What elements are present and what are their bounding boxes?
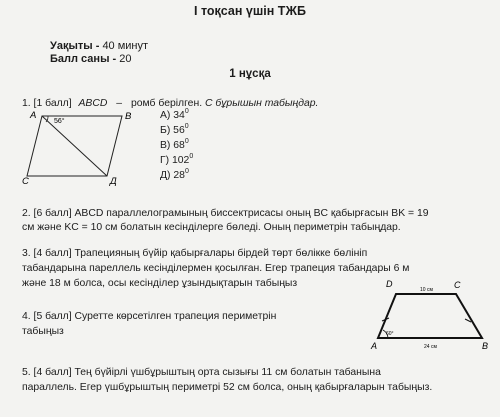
rhombus-diagonal — [42, 116, 107, 176]
q1-option-c: В) $68^0$ — [160, 138, 189, 151]
q4-line-1: 4. [5 балл] Суретте көрсетілген трапеция периметрін — [22, 311, 277, 322]
q4-line-2: табыңыз — [22, 326, 64, 337]
bottom-base-length: 24 см — [424, 344, 437, 350]
q1-option-a: А) $34^0$ — [160, 108, 189, 121]
vertex-b-label: B — [482, 341, 489, 351]
q3-line-1: 3. [4 балл] Трапецияның бүйір қабырғалары бірдей төрт бөлікке бөлініп — [22, 248, 368, 259]
q1-task: C бұрышын табыңдар. — [204, 98, 319, 109]
q1-option-e: Д) $28^0$ — [160, 168, 189, 181]
angle-value-label: 56° — [54, 118, 65, 125]
vertex-d-label: D — [386, 279, 393, 289]
q1-figure-name: ABCD — [78, 98, 108, 109]
vertex-d-label: Д — [110, 176, 117, 186]
q3-line-2: табандарына пареллель кесінділермен қосылған. Егер трапеция табандары 6 м — [22, 263, 410, 274]
vertex-a-label: A — [30, 110, 37, 121]
vertex-a-label: A — [371, 341, 378, 351]
q1-option-d: Г) $102^0$ — [160, 153, 194, 166]
q5-line-2: параллель. Егер үшбұрыштың периметрі 52 см болса, оның қабырғаларын табыңыз. — [22, 382, 433, 393]
variant-heading: 1 нұсқа — [229, 68, 271, 80]
score-value: 20 — [119, 53, 132, 65]
q2-line-2: см және KC = 10 см болатын кесінділерге бөледі. Оның периметрін табыңдар. — [22, 222, 401, 233]
q1-dash: – — [116, 98, 123, 109]
angle-value-label: 60° — [386, 331, 394, 337]
q5-line-1: 5. [4 балл] Тең бүйірлі үшбұрыштың орта сызығы 11 см болатын табанына — [22, 367, 381, 378]
q2-line-1: 2. [6 балл] ABCD параллелограмының биссектрисасы оның BC қабырғасын BK = 19 — [22, 208, 429, 219]
q3-line-3: және 18 м болса, осы кесінділер ұзындықтарын табыңыз — [22, 278, 298, 289]
time-label: Уақыты - — [50, 40, 100, 52]
vertex-c-label: C — [454, 280, 461, 290]
vertex-c-label: C — [22, 176, 29, 186]
time-value: 40 минут — [102, 40, 149, 52]
vertex-b-label: B — [125, 111, 132, 122]
score-label: Балл саны - — [50, 53, 117, 65]
time-line — [50, 40, 148, 52]
q4-trapezoid-figure — [370, 278, 495, 352]
trapezoid-outline — [378, 294, 482, 338]
top-base-length: 10 см — [420, 287, 433, 293]
score-line — [50, 53, 132, 65]
q1-text: ромб берілген. — [130, 98, 203, 109]
test-title: I тоқсан үшін ТЖБ — [194, 4, 306, 18]
q1-rhombus-figure — [22, 108, 137, 186]
q1-option-b: Б) $56^0$ — [160, 123, 189, 136]
q1-number: 1. [1 балл] — [22, 98, 72, 109]
